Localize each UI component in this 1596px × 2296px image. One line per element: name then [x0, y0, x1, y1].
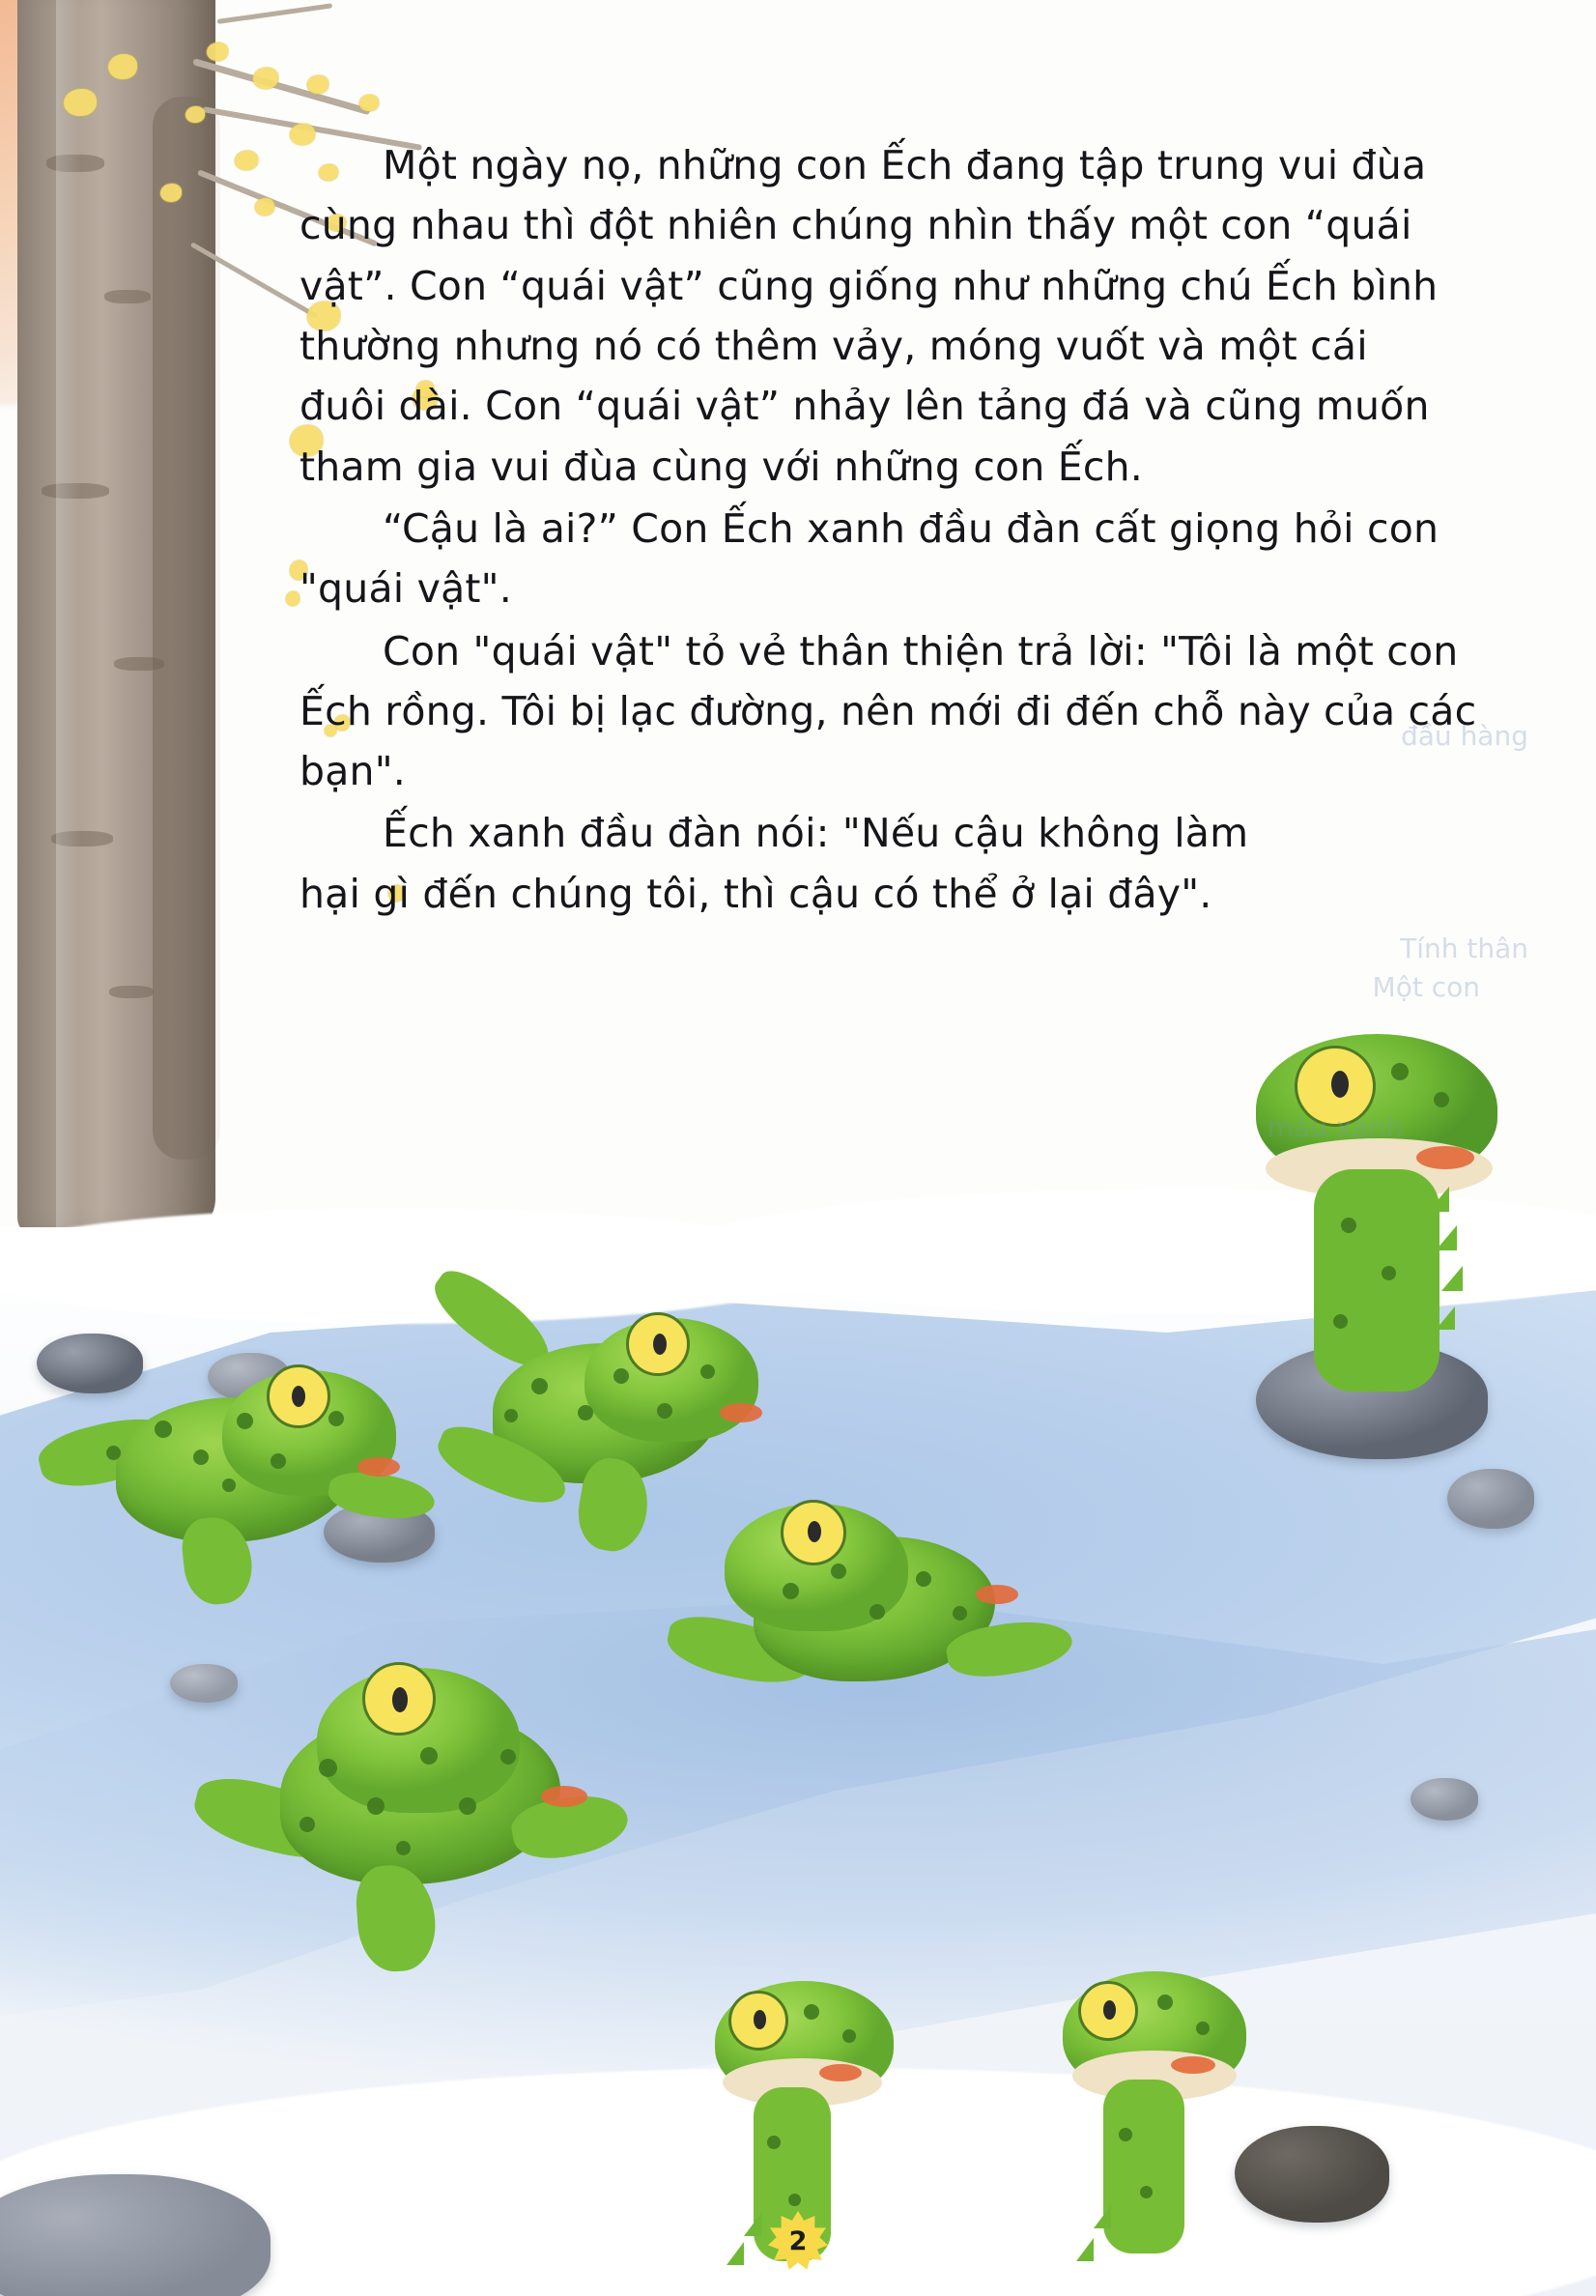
- blossom: [359, 95, 379, 111]
- blossom: [307, 75, 328, 94]
- bark-mark: [104, 290, 151, 303]
- bark-mark: [109, 986, 154, 998]
- frog-pupil: [392, 1687, 408, 1712]
- frog-body: [1103, 2080, 1184, 2253]
- bark-mark: [42, 483, 109, 499]
- paragraph: “Cậu là ai?” Con Ếch xanh đầu đàn cất giọng hỏi con "quái vật".: [299, 504, 1439, 613]
- paragraph: Ếch xanh đầu đàn nói: "Nếu cậu không làm hại gì đến chúng tôi, thì cậu có thể ở lại đây".: [299, 810, 1249, 917]
- frog-pupil: [1103, 2000, 1116, 2020]
- tail-scale: [1076, 2238, 1094, 2261]
- frog-pupil: [754, 2010, 766, 2029]
- frog-pupil: [808, 1521, 821, 1542]
- blossom: [235, 151, 258, 170]
- blossom: [185, 106, 205, 123]
- branch: [192, 58, 371, 115]
- dragon-frog-scale: [1428, 1187, 1449, 1212]
- page-number-label: 2: [788, 2225, 808, 2256]
- frog: [193, 1643, 676, 1981]
- paragraph: Con "quái vật" tỏ vẻ thân thiện trả lời: "Tôi là một con Ếch rồng. Tôi bị lạc đường, nên mới đi đến chỗ này của các bạn".: [299, 627, 1477, 795]
- tail-scale: [1094, 2205, 1111, 2228]
- frog: [667, 1478, 1082, 1749]
- tail-scale: [727, 2242, 744, 2265]
- blossom: [64, 89, 97, 116]
- paragraph: Một ngày nọ, những con Ếch đang tập trung vui đùa cùng nhau thì đột nhiên chúng nhìn thấy một con “quái vật”. Con “quái vật” cũng giống như những chú Ếch bình thường nhưng nó có thêm vảy, móng vuốt và một cái đuôi dài. Con “quái vật” nhảy lên tảng đá và cũng muốn tham gia vui đùa cùng với những con Ếch.: [299, 142, 1439, 490]
- tree-trunk: [17, 0, 215, 1237]
- frog-mouth: [1171, 2056, 1215, 2074]
- frog-mouth: [357, 1457, 400, 1477]
- ghost-text-line: Tính thân: [1400, 933, 1528, 964]
- frog-mouth: [720, 1403, 762, 1422]
- dragon-frog-body: [1314, 1169, 1439, 1392]
- tail-scale: [744, 2213, 761, 2236]
- rock: [1447, 1469, 1534, 1529]
- dragon-frog-pupil: [1331, 1071, 1349, 1098]
- ghost-text-line: đầu hàng: [1400, 720, 1528, 752]
- dragon-frog: [1227, 1024, 1546, 1430]
- branch: [217, 3, 333, 24]
- blossom: [255, 198, 274, 215]
- blossom: [253, 68, 278, 89]
- dragon-frog-mouth: [1416, 1146, 1474, 1169]
- ghost-text-line: Một con: [1372, 971, 1480, 1003]
- frog-mouth: [541, 1786, 587, 1807]
- bark-mark: [46, 155, 104, 172]
- blossom: [207, 43, 228, 61]
- ghost-text-line: màu xanh: [1267, 1111, 1403, 1143]
- frog-pupil: [292, 1386, 305, 1407]
- bark-mark: [114, 657, 164, 671]
- frog-mouth: [819, 2064, 862, 2081]
- frog-pupil: [653, 1334, 667, 1355]
- blossom: [160, 184, 182, 202]
- dragon-frog-scale: [1436, 1225, 1457, 1250]
- rock: [1411, 1778, 1478, 1821]
- page-number: [768, 2211, 828, 2271]
- frog: [39, 1353, 444, 1604]
- frog-mouth: [976, 1585, 1018, 1604]
- dragon-frog-scale: [1436, 1306, 1455, 1330]
- frog: [1043, 1962, 1266, 2252]
- blossom: [108, 54, 137, 79]
- bark-mark: [51, 831, 113, 847]
- dragon-frog-scale: [1441, 1266, 1463, 1291]
- blossom: [286, 591, 299, 606]
